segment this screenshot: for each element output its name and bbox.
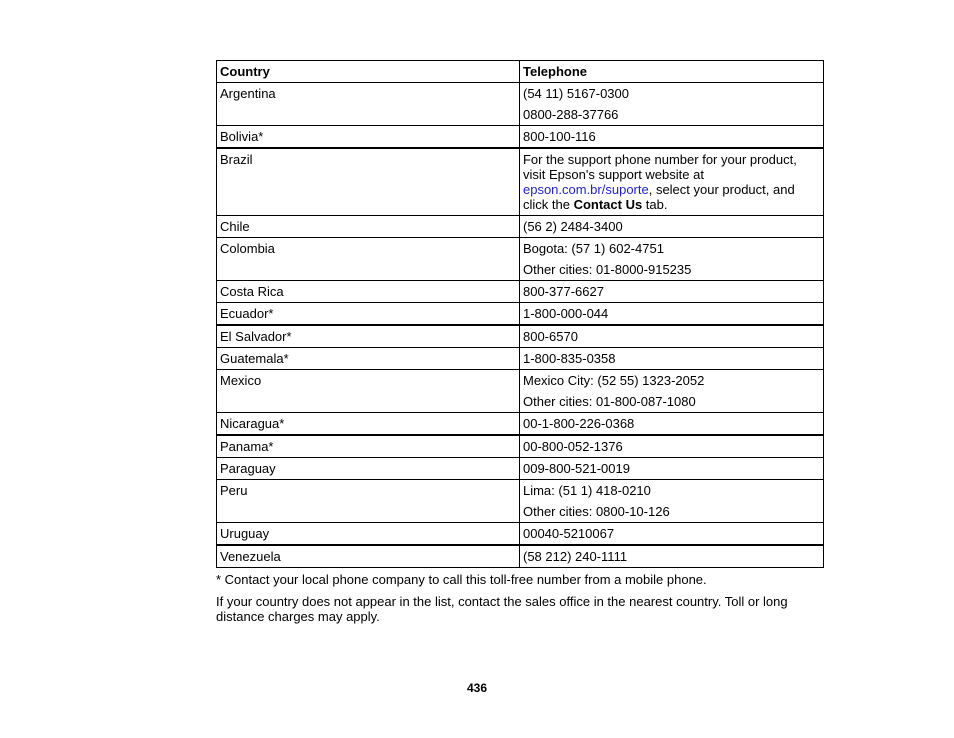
country-cell: Guatemala* [217,348,520,370]
phone-number: Other cities: 01-8000-915235 [522,262,692,277]
table-row [217,83,824,126]
support-phone-table [216,60,824,568]
brazil-instructions-text: For the support phone number for your product, visit Epson's support website at [522,152,797,182]
phone-number: 800-100-116 [522,129,596,144]
epson-brazil-support-link[interactable]: epson.com.br/suporte [522,182,649,197]
table-row [217,458,824,480]
phone-number: 00-1-800-226-0368 [522,416,635,431]
table-row [217,126,824,149]
telephone-cell [519,148,823,216]
telephone-cell [519,435,823,458]
table-row [217,523,824,546]
phone-number: 1-800-000-044 [522,306,609,321]
phone-number: 0800-288-37766 [522,107,619,122]
country-cell: Paraguay [217,458,520,480]
telephone-cell [519,480,823,523]
table-row [217,348,824,370]
telephone-column-header: Telephone [519,61,823,83]
contact-us-tab-name: Contact Us [573,197,643,212]
table-row [217,435,824,458]
country-cell: Uruguay [217,523,520,546]
country-cell: Chile [217,216,520,238]
phone-number: Other cities: 0800-10-126 [522,504,670,519]
telephone-cell [519,83,823,126]
table-row [217,148,824,216]
country-cell: Colombia [217,238,520,281]
telephone-cell [519,281,823,303]
country-cell: Peru [217,480,520,523]
country-cell: Venezuela [217,545,520,568]
country-cell: Ecuador* [217,303,520,326]
table-row [217,413,824,436]
country-not-listed-note: If your country does not appear in the list, contact the sales office in the nearest country. Toll or long distance charges may apply. [216,594,788,624]
table-row [217,545,824,568]
telephone-cell [519,545,823,568]
telephone-cell [519,325,823,348]
phone-number: Mexico City: (52 55) 1323-2052 [522,373,705,388]
brazil-instructions-text-3: tab. [642,197,668,212]
phone-number: (56 2) 2484-3400 [522,219,623,234]
country-cell: El Salvador* [217,325,520,348]
country-cell: Argentina [217,83,520,126]
phone-number: (54 11) 5167-0300 [522,86,629,101]
phone-number: (58 212) 240-1111 [522,549,628,564]
phone-number: 00040-5210067 [522,526,615,541]
table-row [217,303,824,326]
telephone-cell [519,238,823,281]
brazil-instructions-text-2: , select your product, and click the [522,182,795,212]
country-cell: Bolivia* [217,126,520,149]
telephone-cell [519,126,823,149]
phone-number: Lima: (51 1) 418-0210 [522,483,651,498]
country-cell: Panama* [217,435,520,458]
telephone-cell [519,303,823,326]
phone-number: 800-6570 [522,329,578,344]
table-row [217,281,824,303]
table-row [217,480,824,523]
phone-number: Bogota: (57 1) 602-4751 [522,241,664,256]
table-row [217,238,824,281]
telephone-cell [519,348,823,370]
phone-number: 00-800-052-1376 [522,439,623,454]
country-cell: Brazil [217,148,520,216]
telephone-cell [519,370,823,413]
phone-number: 009-800-521-0019 [522,461,630,476]
phone-number: Other cities: 01-800-087-1080 [522,394,696,409]
phone-number: 1-800-835-0358 [522,351,616,366]
country-cell: Mexico [217,370,520,413]
toll-free-footnote: * Contact your local phone company to call this toll-free number from a mobile phone. [216,572,707,587]
telephone-cell [519,458,823,480]
country-cell: Nicaragua* [217,413,520,436]
page-number: 436 [466,681,488,695]
table-row [217,370,824,413]
telephone-cell [519,413,823,436]
table-header-row [217,61,824,83]
country-column-header: Country [217,61,520,83]
phone-number: 800-377-6627 [522,284,604,299]
country-cell: Costa Rica [217,281,520,303]
table-row [217,325,824,348]
telephone-cell [519,216,823,238]
telephone-cell [519,523,823,546]
table-row [217,216,824,238]
